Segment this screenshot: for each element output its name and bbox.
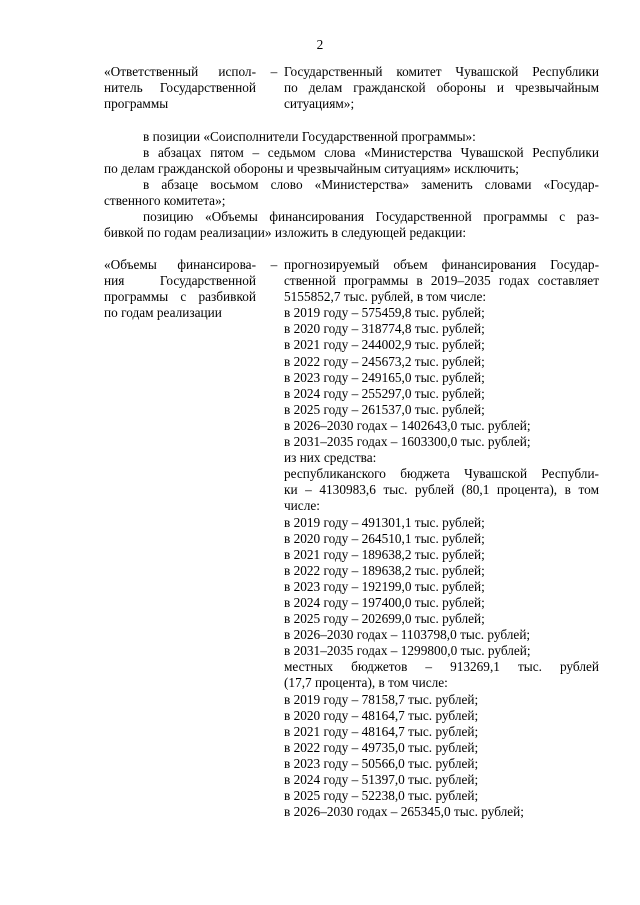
- value-line: в 2019 году – 78158,7 тыс. рублей;: [284, 691, 479, 707]
- value-line: в 2025 году – 52238,0 тыс. рублей;: [284, 788, 479, 804]
- value-line: прогнозируемый объем финансирования Государ-: [284, 257, 599, 272]
- paragraph-line: бивкой по годам реализации» изложить в следующей редакции:: [104, 225, 467, 240]
- value-line: в 2024 году – 255297,0 тыс. рублей;: [284, 385, 485, 401]
- value-line: в 2020 году – 264510,1 тыс. рублей;: [284, 530, 485, 546]
- financing-volumes-label: [104, 257, 256, 321]
- label-line: «Ответственный испол-: [104, 64, 256, 79]
- value-line: в 2024 году – 51397,0 тыс. рублей;: [284, 772, 479, 787]
- paragraph-line: ственного комитета»;: [104, 193, 226, 208]
- value-line: числе:: [284, 498, 320, 514]
- value-line: в 2025 году – 202699,0 тыс. рублей;: [284, 611, 485, 627]
- value-line: в 2031–2035 годах – 1299800,0 тыс. рублей;: [284, 643, 531, 659]
- value-line: в 2022 году – 245673,2 тыс. рублей;: [284, 353, 485, 369]
- paragraph-coexecutors: [104, 129, 599, 145]
- value-line: из них средства:: [284, 450, 377, 466]
- value-line: 5155852,7 тыс. рублей, в том числе:: [284, 289, 487, 305]
- paragraph-line: в абзаце восьмом слово «Министерства» заменить словами «Государ-: [143, 177, 599, 192]
- responsible-executor-label: [104, 64, 256, 112]
- value-line: в 2023 году – 192199,0 тыс. рублей;: [284, 578, 485, 594]
- label-line: программы: [104, 96, 169, 111]
- value-line: (17,7 процента), в том числе:: [284, 675, 448, 691]
- label-line: нитель Государственной: [104, 80, 256, 95]
- financing-volumes-value: [284, 257, 599, 820]
- value-line: в 2021 году – 189638,2 тыс. рублей;: [284, 546, 485, 562]
- value-line: в 2020 году – 318774,8 тыс. рублей;: [284, 321, 485, 337]
- label-line: программы с разбивкой: [104, 289, 256, 304]
- paragraph-line: по делам гражданской обороны и чрезвычайным ситуациям» исключить;: [104, 161, 519, 176]
- responsible-executor-value: [284, 64, 599, 112]
- value-line: в 2022 году – 49735,0 тыс. рублей;: [284, 739, 479, 755]
- value-line: в 2019 году – 575459,8 тыс. рублей;: [284, 305, 485, 321]
- value-line: местных бюджетов – 913269,1 тыс. рублей: [284, 659, 599, 675]
- value-line: в 2021 году – 244002,9 тыс. рублей;: [284, 337, 485, 353]
- paragraph-line: в абзацах пятом – седьмом слова «Министерства Чувашской Республики: [143, 145, 599, 160]
- value-line: ки – 4130983,6 тыс. рублей (80,1 процента), в том: [284, 482, 599, 498]
- value-line: Государственный комитет Чувашской Республики: [284, 64, 599, 79]
- paragraph-line: в позиции «Соисполнители Государственной программы»:: [143, 129, 476, 144]
- value-line: по делам гражданской обороны и чрезвычайным: [284, 80, 599, 95]
- value-line: в 2023 году – 50566,0 тыс. рублей;: [284, 755, 479, 771]
- value-line: в 2019 году – 491301,1 тыс. рублей;: [284, 514, 485, 530]
- paragraph-line: позицию «Объемы финансирования Государственной программы с раз-: [143, 209, 599, 224]
- separator-dash: –: [270, 257, 278, 272]
- value-line: ситуациям»;: [284, 96, 355, 111]
- value-line: республиканского бюджета Чувашской Республи-: [284, 466, 599, 482]
- paragraph-abzats-5-7: [104, 145, 599, 177]
- label-line: «Объемы финансирова-: [104, 257, 256, 272]
- value-line: в 2031–2035 годах – 1603300,0 тыс. рублей;: [284, 434, 531, 450]
- value-line: в 2021 году – 48164,7 тыс. рублей;: [284, 723, 479, 739]
- value-line: в 2026–2030 годах – 265345,0 тыс. рублей;: [284, 804, 524, 820]
- value-line: в 2024 году – 197400,0 тыс. рублей;: [284, 594, 485, 610]
- value-line: в 2026–2030 годах – 1402643,0 тыс. рублей;: [284, 417, 531, 433]
- value-line: ственной программы в 2019–2035 годах составляет: [284, 273, 599, 289]
- label-line: по годам реализации: [104, 305, 222, 320]
- value-line: в 2020 году – 48164,7 тыс. рублей;: [284, 707, 479, 723]
- value-line: в 2026–2030 годах – 1103798,0 тыс. рублей;: [284, 627, 531, 643]
- paragraph-abzats-8: [104, 177, 599, 209]
- value-line: в 2025 году – 261537,0 тыс. рублей;: [284, 401, 485, 417]
- value-line: в 2023 году – 249165,0 тыс. рублей;: [284, 369, 485, 385]
- paragraph-financing-position: [104, 209, 599, 241]
- page-number: 2: [316, 37, 324, 52]
- separator-dash: –: [270, 64, 278, 79]
- value-line: в 2022 году – 189638,2 тыс. рублей;: [284, 562, 485, 578]
- label-line: ния Государственной: [104, 273, 256, 288]
